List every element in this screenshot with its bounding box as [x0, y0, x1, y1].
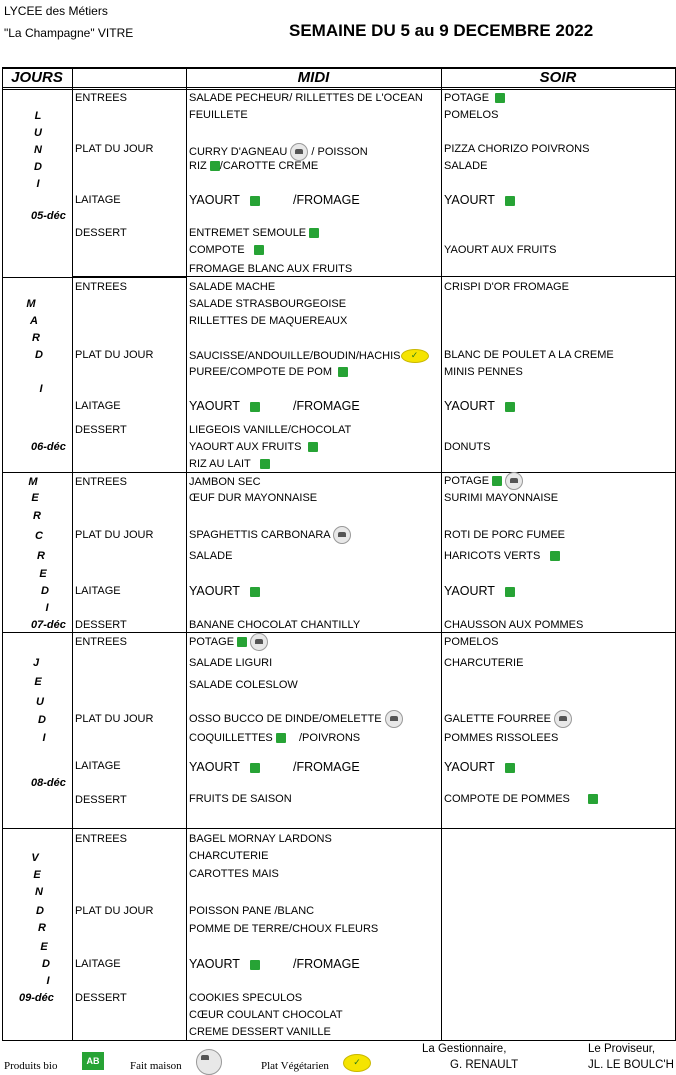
- category-laitage: LAITAGE: [75, 194, 121, 206]
- midi-item: FROMAGE BLANC AUX FRUITS: [189, 263, 353, 275]
- midi-item: SALADE COLESLOW: [189, 679, 298, 691]
- day-letter: L: [34, 110, 42, 122]
- bio-icon: [250, 960, 260, 970]
- category-plat: PLAT DU JOUR: [75, 529, 154, 541]
- bio-icon: [308, 442, 318, 452]
- soir-item: POMMES RISSOLEES: [444, 732, 559, 744]
- midi-item: SPAGHETTIS CARBONARA: [189, 526, 351, 544]
- fait-maison-icon: [250, 633, 268, 651]
- midi-item: /FROMAGE: [293, 760, 360, 774]
- soir-item: POMELOS: [444, 636, 499, 648]
- midi-item: ŒUF DUR MAYONNAISE: [189, 492, 318, 504]
- midi-item: JAMBON SEC: [189, 476, 261, 488]
- soir-item: YAOURT: [444, 760, 515, 774]
- bio-icon: [250, 402, 260, 412]
- legend-vegetarien-label: Plat Végétarien: [261, 1060, 329, 1072]
- soir-item: YAOURT: [444, 399, 515, 413]
- school-campus: "La Champagne" VITRE: [4, 26, 134, 40]
- midi-item: CHARCUTERIE: [189, 850, 269, 862]
- bio-icon: [505, 587, 515, 597]
- soir-item: SALADE: [444, 160, 488, 172]
- proviseur-name: JL. LE BOULC'H: [588, 1059, 674, 1071]
- fait-maison-icon: [196, 1049, 222, 1075]
- soir-item: ROTI DE PORC FUMEE: [444, 529, 566, 541]
- midi-item: RILLETTES DE MAQUEREAUX: [189, 315, 348, 327]
- midi-item: CŒUR COULANT CHOCOLAT: [189, 1009, 343, 1021]
- fait-maison-icon: [385, 710, 403, 728]
- fait-maison-icon: [505, 472, 523, 490]
- midi-item: POTAGE: [189, 633, 268, 651]
- day-letter: U: [36, 696, 44, 708]
- category-plat: PLAT DU JOUR: [75, 905, 154, 917]
- category-dessert: DESSERT: [75, 424, 127, 436]
- category-laitage: LAITAGE: [75, 760, 121, 772]
- category-dessert: DESSERT: [75, 794, 127, 806]
- day-letter: R: [38, 922, 46, 934]
- midi-item: ENTREMET SEMOULE: [189, 227, 319, 239]
- day-letter: R: [33, 510, 41, 522]
- day-letter: E: [39, 568, 47, 580]
- day-date: 06-déc: [31, 441, 66, 453]
- category-plat: PLAT DU JOUR: [75, 349, 154, 361]
- category-entrees: ENTREES: [75, 281, 127, 293]
- bio-icon: [505, 196, 515, 206]
- category-entrees: ENTREES: [75, 636, 127, 648]
- midi-item: SAUCISSE/ANDOUILLE/BOUDIN/HACHIS ✓: [189, 349, 429, 363]
- midi-item: COQUILLETTES: [189, 732, 286, 744]
- category-laitage: LAITAGE: [75, 585, 121, 597]
- vegetarien-icon: ✓: [343, 1054, 371, 1072]
- day-date: 07-déc: [31, 619, 66, 631]
- page-title: SEMAINE DU 5 au 9 DECEMBRE 2022: [289, 21, 594, 40]
- bio-icon: [237, 637, 247, 647]
- day-letter: R: [37, 550, 45, 562]
- day-letter: E: [34, 676, 42, 688]
- day-date: 09-déc: [19, 992, 54, 1004]
- soir-item: CRISPI D'OR FROMAGE: [444, 281, 569, 293]
- legend-fait-maison-label: Fait maison: [130, 1060, 182, 1072]
- day-letter: D: [35, 349, 43, 361]
- bio-icon: [260, 459, 270, 469]
- bio-logo-icon: AB: [82, 1052, 104, 1070]
- midi-item: /FROMAGE: [293, 957, 360, 971]
- day-letter: M: [28, 476, 38, 488]
- midi-item: POMME DE TERRE/CHOUX FLEURS: [189, 923, 379, 935]
- midi-item: LIEGEOIS VANILLE/CHOCOLAT: [189, 424, 352, 436]
- category-laitage: LAITAGE: [75, 400, 121, 412]
- day-letter: U: [34, 127, 42, 139]
- day-letter: A: [30, 315, 38, 327]
- midi-item: COMPOTE: [189, 244, 264, 256]
- bio-icon: [338, 367, 348, 377]
- midi-item: BANANE CHOCOLAT CHANTILLY: [189, 619, 361, 631]
- midi-item: YAOURT: [189, 957, 260, 971]
- day-letter: E: [40, 941, 48, 953]
- midi-item: SALADE PECHEUR/ RILLETTES DE L'OCEAN: [189, 92, 423, 104]
- midi-item: SALADE STRASBOURGEOISE: [189, 298, 347, 310]
- midi-item: SALADE MACHE: [189, 281, 276, 293]
- soir-item: SURIMI MAYONNAISE: [444, 492, 559, 504]
- category-plat: PLAT DU JOUR: [75, 143, 154, 155]
- soir-item: YAOURT: [444, 193, 515, 207]
- legend-vegetarien-icon: [343, 1054, 371, 1072]
- column-header-jours: JOURS: [11, 69, 63, 86]
- category-dessert: DESSERT: [75, 992, 127, 1004]
- bio-icon: [210, 161, 220, 171]
- fait-maison-icon: [290, 143, 308, 161]
- day-letter: D: [42, 958, 50, 970]
- soir-item: DONUTS: [444, 441, 491, 453]
- day-date: 08-déc: [31, 777, 66, 789]
- midi-item: RIZ AU LAIT: [189, 458, 270, 470]
- midi-item: OSSO BUCCO DE DINDE/OMELETTE: [189, 710, 403, 728]
- category-dessert: DESSERT: [75, 227, 127, 239]
- midi-item: SALADE LIGURI: [189, 657, 273, 669]
- category-laitage: LAITAGE: [75, 958, 121, 970]
- column-header-soir: SOIR: [539, 69, 577, 86]
- bio-icon: [254, 245, 264, 255]
- midi-item: YAOURT: [189, 193, 260, 207]
- soir-item: POMELOS: [444, 109, 499, 121]
- midi-item: YAOURT: [189, 584, 260, 598]
- bio-icon: [309, 228, 319, 238]
- bio-icon: [495, 93, 505, 103]
- midi-item: YAOURT AUX FRUITS: [189, 441, 318, 453]
- category-plat: PLAT DU JOUR: [75, 713, 154, 725]
- midi-item: FRUITS DE SAISON: [189, 793, 292, 805]
- bio-icon: [250, 763, 260, 773]
- soir-item: CHARCUTERIE: [444, 657, 524, 669]
- soir-item: YAOURT: [444, 584, 515, 598]
- midi-item: POISSON PANE /BLANC: [189, 905, 315, 917]
- proviseur-title: Le Proviseur,: [588, 1043, 656, 1055]
- soir-item: MINIS PENNES: [444, 366, 523, 378]
- soir-item: GALETTE FOURREE: [444, 710, 572, 728]
- soir-item: CHAUSSON AUX POMMES: [444, 619, 584, 631]
- day-letter: E: [31, 492, 39, 504]
- bio-icon: [505, 402, 515, 412]
- day-letter: I: [42, 732, 46, 744]
- day-letter: I: [36, 178, 40, 190]
- day-letter: E: [33, 869, 41, 881]
- midi-item: YAOURT: [189, 760, 260, 774]
- soir-item: COMPOTE DE POMMES: [444, 793, 598, 805]
- day-letter: D: [36, 905, 44, 917]
- day-letter: V: [31, 852, 39, 864]
- bio-icon: [505, 763, 515, 773]
- bio-icon: [550, 551, 560, 561]
- midi-item: CURRY D'AGNEAU / POISSON: [189, 143, 368, 161]
- bio-icon: [250, 196, 260, 206]
- vegetarien-icon: ✓: [401, 349, 429, 363]
- day-letter: N: [34, 144, 42, 156]
- soir-item: BLANC DE POULET A LA CREME: [444, 349, 614, 361]
- gestionnaire-title: La Gestionnaire,: [422, 1043, 507, 1055]
- soir-item: POTAGE: [444, 92, 505, 104]
- midi-item: /FROMAGE: [293, 193, 360, 207]
- school-name: LYCEE des Métiers: [4, 4, 108, 18]
- soir-item: HARICOTS VERTS: [444, 550, 560, 562]
- bio-icon: [250, 587, 260, 597]
- legend-fait-maison-icon: [196, 1049, 222, 1075]
- day-letter: I: [45, 602, 49, 614]
- column-header-midi: MIDI: [297, 69, 330, 86]
- day-letter: I: [46, 975, 50, 987]
- midi-item: COOKIES SPECULOS: [189, 992, 303, 1004]
- midi-item: YAOURT: [189, 399, 260, 413]
- bio-icon: [492, 476, 502, 486]
- midi-item: FEUILLETE: [189, 109, 248, 121]
- soir-item: PIZZA CHORIZO POIVRONS: [444, 143, 590, 155]
- category-entrees: ENTREES: [75, 92, 127, 104]
- soir-item: YAOURT AUX FRUITS: [444, 244, 557, 256]
- day-date: 05-déc: [31, 210, 66, 222]
- midi-item: CAROTTES MAIS: [189, 868, 279, 880]
- bio-icon: [276, 733, 286, 743]
- bio-icon: [588, 794, 598, 804]
- day-letter: M: [26, 298, 36, 310]
- midi-item: CREME DESSERT VANILLE: [189, 1026, 331, 1038]
- fait-maison-icon: [554, 710, 572, 728]
- midi-item: BAGEL MORNAY LARDONS: [189, 833, 332, 845]
- midi-item: RIZ /CAROTTE CREME: [189, 160, 319, 172]
- day-letter: R: [32, 332, 40, 344]
- day-letter: J: [32, 657, 40, 669]
- category-dessert: DESSERT: [75, 619, 127, 631]
- fait-maison-icon: [333, 526, 351, 544]
- day-letter: N: [35, 886, 43, 898]
- day-letter: C: [35, 530, 43, 542]
- midi-item: /FROMAGE: [293, 399, 360, 413]
- midi-item: /POIVRONS: [299, 732, 361, 744]
- day-letter: D: [34, 161, 42, 173]
- category-entrees: ENTREES: [75, 833, 127, 845]
- midi-item: SALADE: [189, 550, 233, 562]
- day-letter: D: [38, 714, 46, 726]
- soir-item: POTAGE: [444, 472, 523, 490]
- legend-bio-label: Produits bio: [4, 1060, 58, 1072]
- category-entrees: ENTREES: [75, 476, 127, 488]
- gestionnaire-name: G. RENAULT: [450, 1059, 519, 1071]
- day-letter: I: [39, 383, 43, 395]
- day-letter: D: [41, 585, 49, 597]
- midi-item: PUREE/COMPOTE DE POM: [189, 366, 348, 378]
